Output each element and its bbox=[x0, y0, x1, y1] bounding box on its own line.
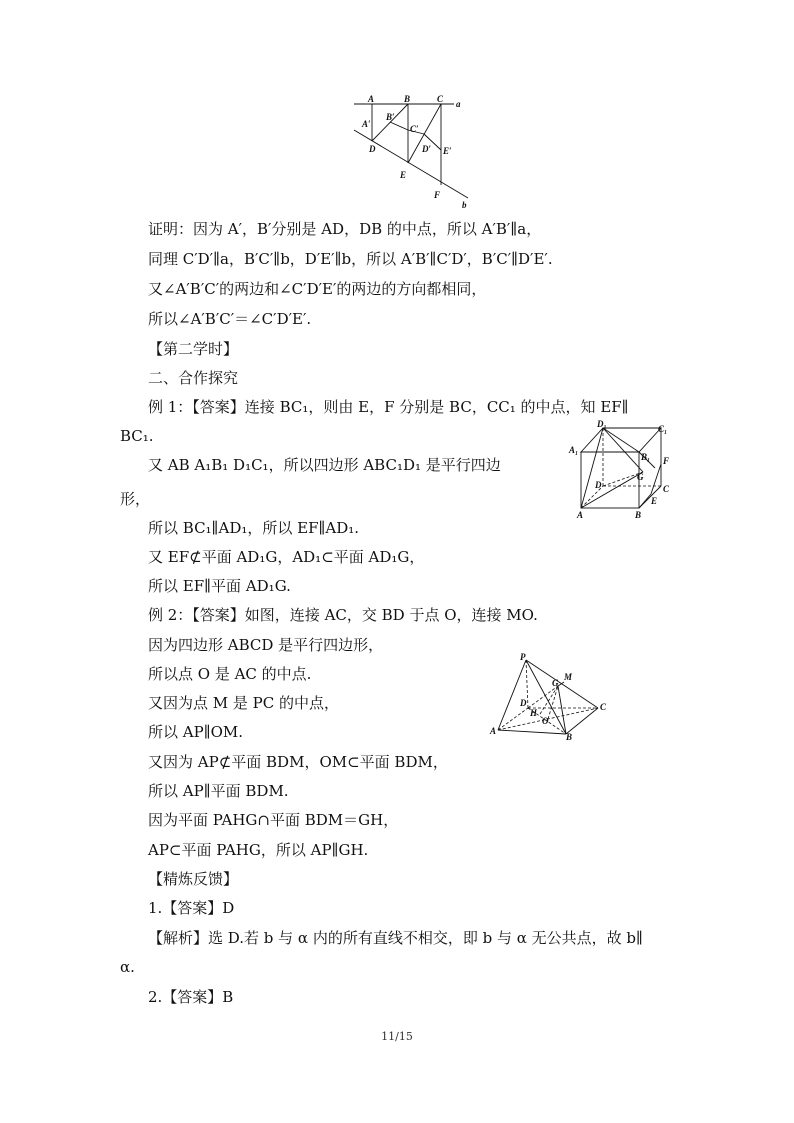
fig2-label: D bbox=[595, 480, 602, 490]
fig3-label: A bbox=[490, 726, 497, 736]
fig3-label: D bbox=[520, 698, 527, 708]
example2-line: 例 2：【答案】如图，连接 AC，交 BD 于点 O，连接 MO. bbox=[148, 606, 538, 624]
fig2-label: E bbox=[651, 496, 658, 506]
analysis-line: 【解析】选 D.若 b 与 α 内的所有直线不相交，即 b 与 α 无公共点，故 b∥ bbox=[148, 929, 643, 947]
fig1-label: C bbox=[437, 94, 444, 104]
section-heading: 【第二学时】 bbox=[148, 340, 239, 358]
fig3-label: H bbox=[530, 708, 538, 718]
fig3-label: P bbox=[520, 652, 526, 662]
fig1-label: E′ bbox=[443, 146, 452, 156]
fig2-label: D₁ bbox=[597, 420, 607, 429]
fig1-label: B′ bbox=[386, 112, 395, 122]
example1-line: 又 EF⊄平面 AD₁G，AD₁⊂平面 AD₁G， bbox=[148, 548, 425, 566]
fig2-label: G bbox=[637, 472, 644, 482]
fig2-label: A bbox=[577, 510, 584, 520]
fig1-label: A′ bbox=[362, 119, 371, 129]
example2-line: 又因为 AP⊄平面 BDM，OM⊂平面 BDM， bbox=[148, 753, 448, 771]
fig3-label: B bbox=[566, 732, 573, 740]
example1-line: 又 AB A₁B₁ D₁C₁，所以四边形 ABC₁D₁ 是平行四边 bbox=[148, 456, 501, 474]
example1-line: 例 1：【答案】连接 BC₁，则由 E，F 分别是 BC，CC₁ 的中点，知 EF∥ bbox=[148, 398, 629, 416]
proof-line: 所以∠A′B′C′＝∠C′D′E′. bbox=[148, 310, 312, 328]
page-number: 11/15 bbox=[381, 1030, 413, 1043]
fig1-label: F bbox=[434, 190, 441, 200]
fig2-label: F bbox=[663, 456, 670, 466]
fig2-label: C₁ bbox=[658, 424, 668, 434]
fig2-label: B bbox=[635, 510, 642, 520]
fig1-label: a bbox=[456, 99, 461, 109]
answer-line: 2.【答案】B bbox=[148, 988, 234, 1006]
example2-line: 因为四边形 ABCD 是平行四边形， bbox=[148, 636, 384, 654]
example2-line: 又因为点 M 是 PC 的中点， bbox=[148, 694, 340, 712]
fig1-label: A bbox=[368, 94, 375, 104]
example1-line: 形， bbox=[120, 490, 151, 508]
fig1-label: b bbox=[462, 200, 467, 210]
example2-line: AP⊂平面 PAHG，所以 AP∥GH. bbox=[148, 841, 369, 859]
example2-line: 所以 AP∥OM. bbox=[148, 723, 244, 741]
example1-line: BC₁. bbox=[120, 427, 154, 445]
subheading: 二、合作探究 bbox=[148, 369, 239, 387]
proof-line: 同理 C′D′∥a，B′C′∥b，D′E′∥b，所以 A′B′∥C′D′，B′C′∥D′E′. bbox=[148, 250, 553, 268]
proof-line: 证明：因为 A′，B′分别是 AD，DB 的中点，所以 A′B′∥a， bbox=[148, 220, 542, 238]
answer-line: 1.【答案】D bbox=[148, 899, 235, 917]
example2-line: 所以点 O 是 AC 的中点. bbox=[148, 665, 312, 683]
example1-line: 所以 BC₁∥AD₁，所以 EF∥AD₁. bbox=[148, 519, 360, 537]
fig1-label: B bbox=[404, 94, 411, 104]
fig3-label: M bbox=[564, 672, 573, 682]
fig1-label: D′ bbox=[422, 144, 432, 154]
feedback-heading: 【精炼反馈】 bbox=[148, 870, 239, 888]
fig1-label: C′ bbox=[410, 124, 419, 134]
example2-line: 因为平面 PAHG∩平面 BDM＝GH， bbox=[148, 811, 399, 829]
example2-line: 所以 AP∥平面 BDM. bbox=[148, 782, 289, 800]
fig3-label: C bbox=[600, 702, 607, 712]
fig1-label: D bbox=[369, 144, 376, 154]
figure-pyramid bbox=[488, 650, 613, 740]
proof-line: 又∠A′B′C′的两边和∠C′D′E′的两边的方向都相同， bbox=[148, 280, 487, 298]
analysis-line: α. bbox=[120, 958, 135, 976]
fig3-label: G bbox=[552, 678, 559, 688]
fig2-label: C bbox=[663, 484, 670, 494]
example1-line: 所以 EF∥平面 AD₁G. bbox=[148, 577, 291, 595]
fig2-label: A₁ bbox=[569, 445, 579, 455]
fig1-label: E bbox=[400, 170, 407, 180]
figure-parallel-lines bbox=[350, 92, 470, 210]
fig2-label: B₁ bbox=[641, 452, 651, 462]
figure-cube bbox=[565, 420, 675, 520]
fig3-label: O bbox=[542, 716, 549, 726]
